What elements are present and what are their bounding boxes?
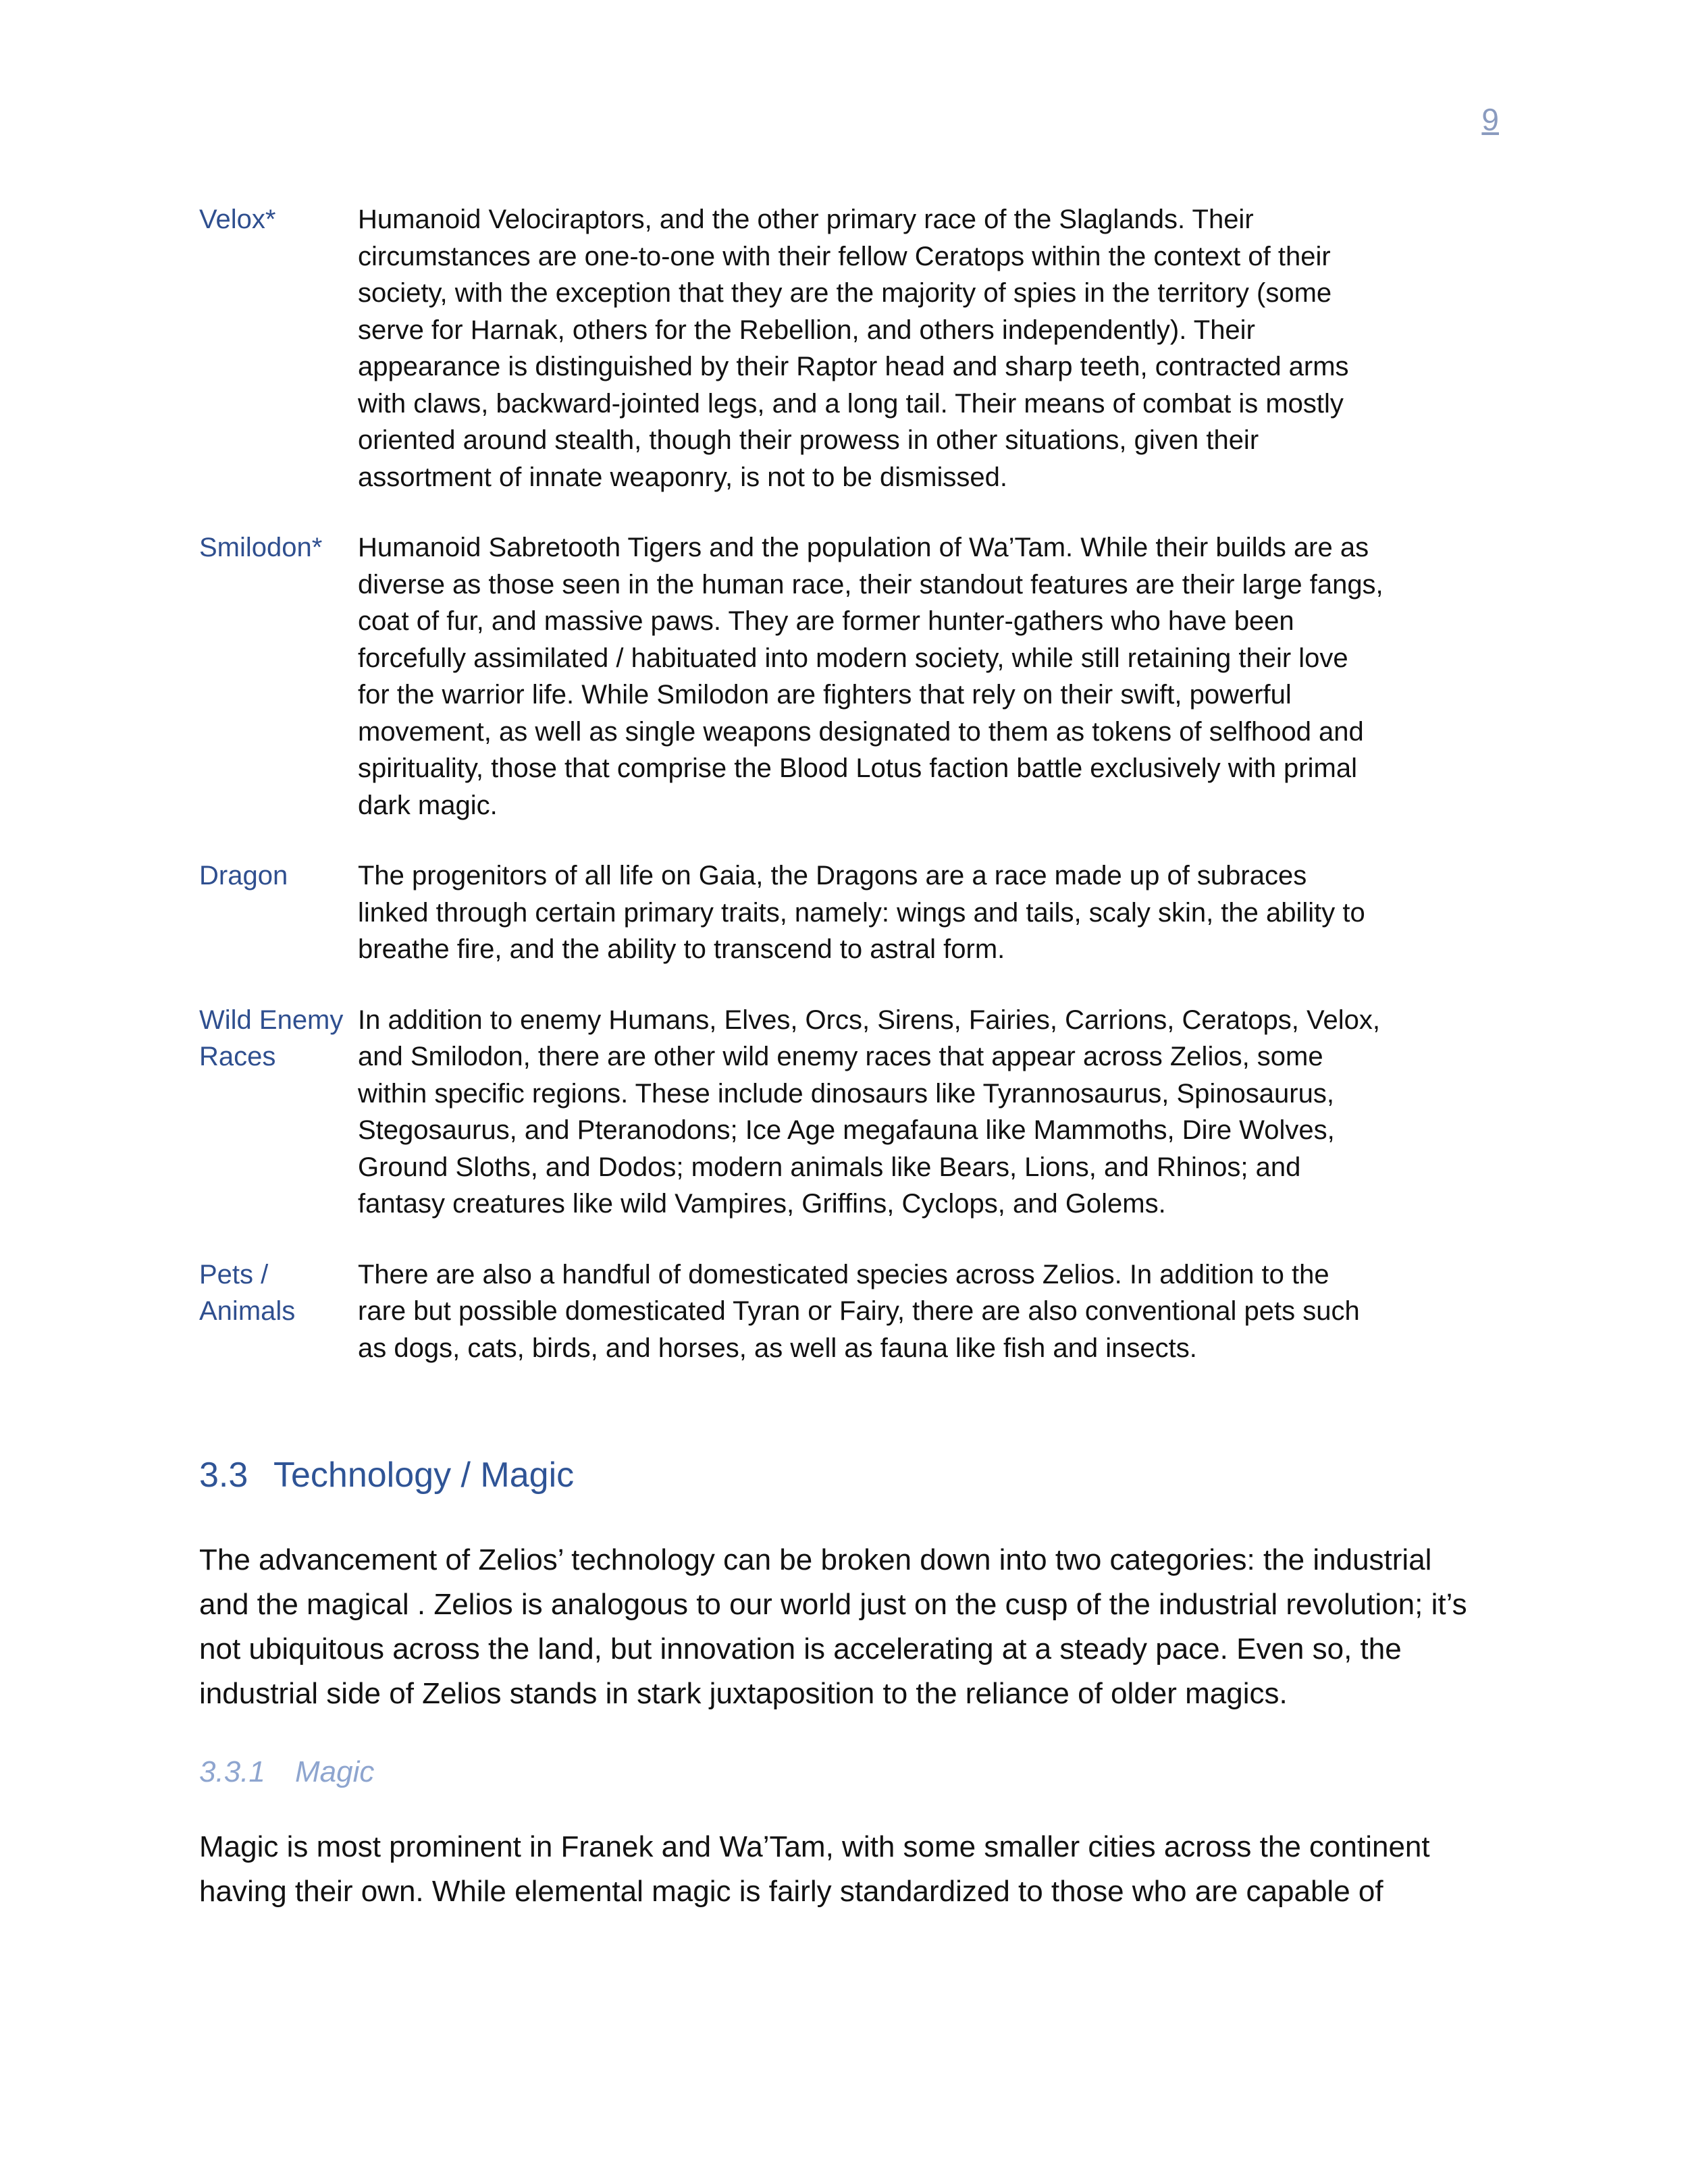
glossary-term: Pets / Animals bbox=[199, 1259, 296, 1326]
glossary-definition: Humanoid Sabretooth Tigers and the population of Wa’Tam. While their builds are as diverse as those seen in the human race, their standout features are their large fangs, coat of fur, and massive paws. They are former hunter-gathers who have been forcefully assimilated / habituated into modern society, while still retaining their love for the warrior life. While Smilodon are fighters that rely on their swift, powerful movement, as well as single weapons designated to them as tokens of selfhood and spirituality, those that comprise the Blood Lotus faction battle exclusively with primal dark magic. bbox=[358, 533, 1383, 820]
race-glossary bbox=[199, 201, 1388, 1366]
glossary-definition: In addition to enemy Humans, Elves, Orcs, Sirens, Fairies, Carrions, Ceratops, Velox, and Smilodon, there are other wild enemy races that appear across Zelios, some within specific regions. These include dinosaurs like Tyrannosaurus, Spinosaurus, Stegosaurus, and Pteranodons; Ice Age megafauna like Mammoths, Dire Wolves, Ground Sloths, and Dodos; modern animals like Bears, Lions, and Rhinos; and fantasy creatures like wild Vampires, Griffins, Cyclops, and Golems. bbox=[358, 1005, 1380, 1219]
subsection-number: 3.3.1 bbox=[199, 1755, 265, 1788]
page-number: 9 bbox=[1481, 102, 1499, 137]
glossary-entry-smilodon bbox=[199, 529, 1388, 824]
glossary-entry-pets-animals bbox=[199, 1256, 1388, 1367]
subsection-heading bbox=[199, 1755, 374, 1789]
glossary-definition: There are also a handful of domesticated species across Zelios. In addition to the rare but possible domesticated Tyran or Fairy, there are also conventional pets such as dogs, cats, birds, and horses, as well as fauna like fish and insects. bbox=[358, 1259, 1360, 1363]
glossary-term: Smilodon* bbox=[199, 533, 323, 562]
glossary-definition: The progenitors of all life on Gaia, the Dragons are a race made up of subraces linked through certain primary traits, namely: wings and tails, scaly skin, the ability to breathe fire, and the ability to transcend to astral form. bbox=[358, 861, 1365, 964]
subsection-title: Magic bbox=[295, 1755, 375, 1788]
glossary-term: Velox* bbox=[199, 205, 276, 234]
glossary-term: Dragon bbox=[199, 861, 288, 890]
section-intro-paragraph: The advancement of Zelios’ technology can be broken down into two categories: the industrial and the magical . Zelios is analogous to our world just on the cusp of the industrial revolution; it’s not ubiquitous across the land, but innovation is accelerating at a steady pace. Even so, the industrial side of Zelios stands in stark juxtaposition to the reliance of older magics. bbox=[199, 1543, 1467, 1710]
section-number: 3.3 bbox=[199, 1456, 248, 1495]
glossary-entry-dragon bbox=[199, 857, 1388, 968]
section-heading bbox=[199, 1455, 574, 1495]
glossary-term: Wild Enemy Races bbox=[199, 1005, 344, 1071]
glossary-entry-velox bbox=[199, 201, 1388, 496]
magic-paragraph: Magic is most prominent in Franek and Wa’Tam, with some smaller cities across the continent having their own. While elemental magic is fairly standardized to those who are capable of bbox=[199, 1830, 1430, 1908]
glossary-entry-wild-enemy-races bbox=[199, 1002, 1388, 1223]
glossary-definition: Humanoid Velociraptors, and the other primary race of the Slaglands. Their circumstances are one-to-one with their fellow Ceratops within the context of their society, with the exception that they are the majority of spies in the territory (some serve for Harnak, others for the Rebellion, and others independently). Their appearance is distinguished by their Raptor head and sharp teeth, contracted arms with claws, backward-jointed legs, and a long tail. Their means of combat is mostly oriented around stealth, though their prowess in other situations, given their assortment of innate weaponry, is not to be dismissed. bbox=[358, 205, 1349, 492]
section-title: Technology / Magic bbox=[273, 1456, 575, 1495]
